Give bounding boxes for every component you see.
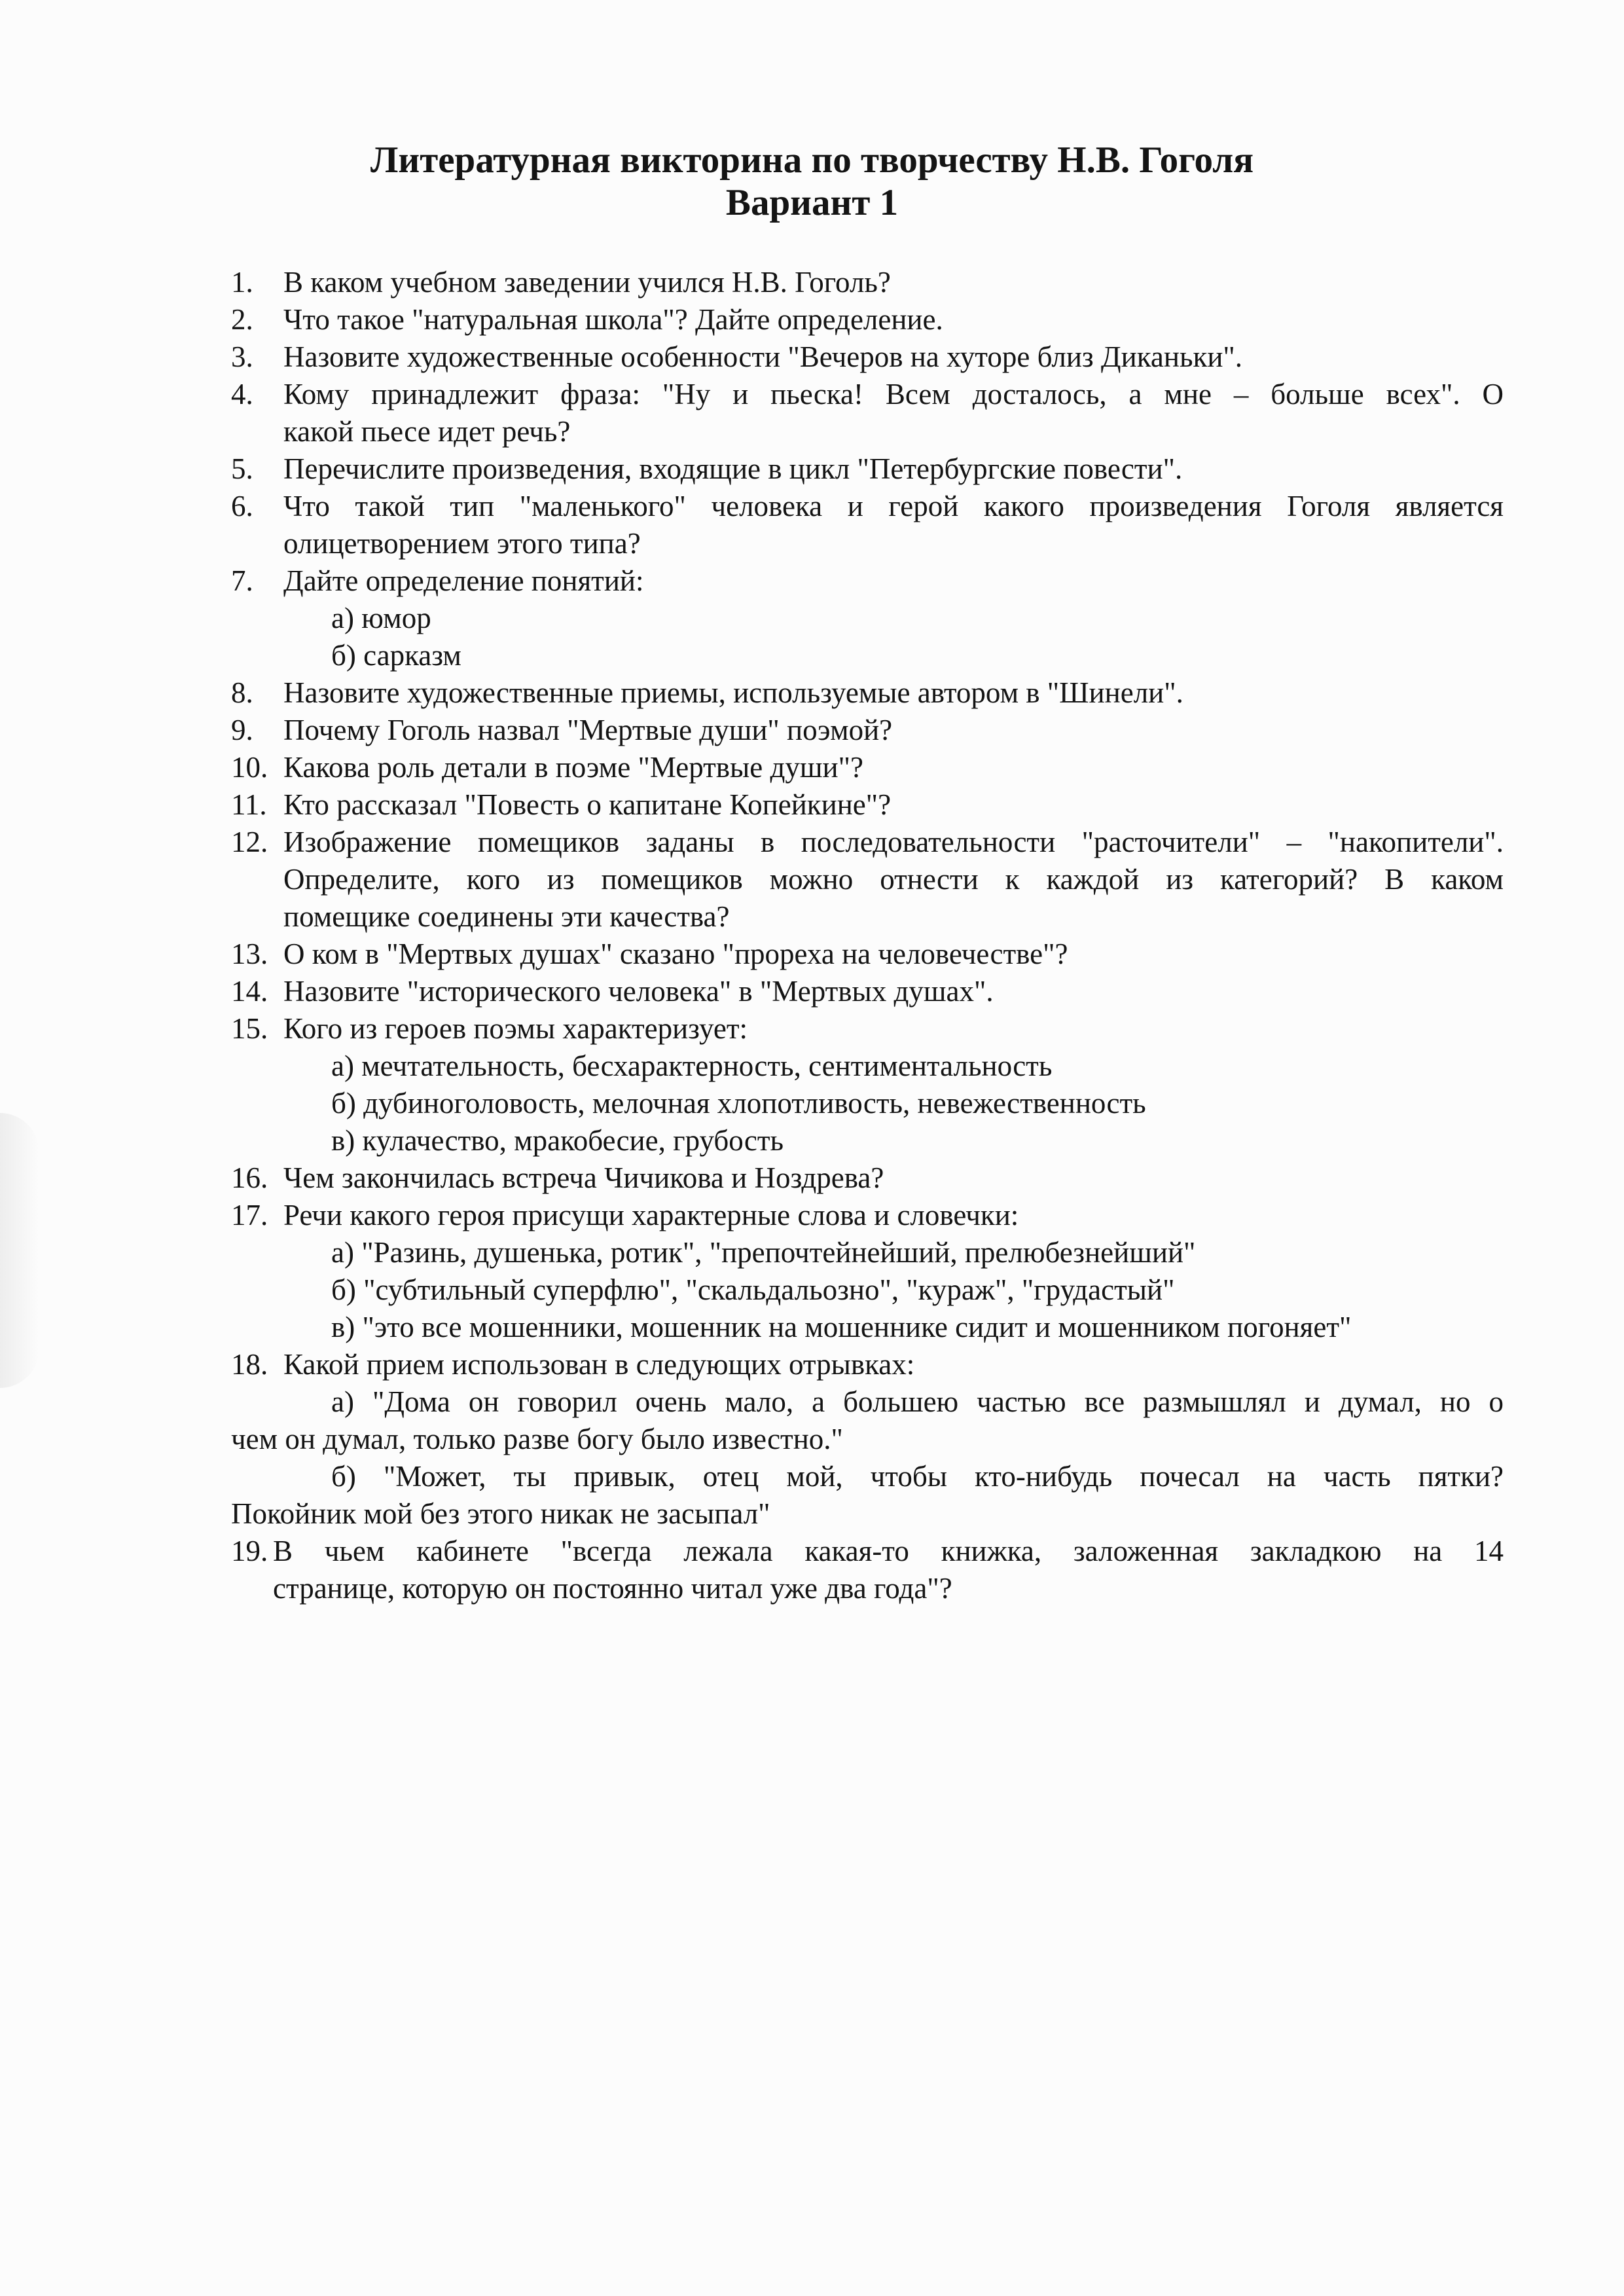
question-number: 11. — [231, 788, 267, 821]
question-number: 3. — [231, 340, 253, 373]
question-text: Речи какого героя присущи характерные слова и словечки: — [283, 1199, 1019, 1231]
question-text: Изображение помещиков заданы в последовательности "расточители" – "накопители". — [283, 826, 1504, 858]
question-number: 18. — [231, 1348, 268, 1381]
scan-shadow — [0, 1113, 39, 1388]
question-text: Что такой тип "маленького" человека и герой какого произведения Гоголя является — [283, 490, 1504, 522]
answer-option: б) сарказм — [331, 639, 461, 672]
question-text: В каком учебном заведении учился Н.В. Гоголь? — [283, 266, 891, 299]
question-text: Какой прием использован в следующих отрывках: — [283, 1348, 915, 1381]
question-text: Какова роль детали в поэме "Мертвые души"? — [283, 751, 863, 784]
answer-option: а) мечтательность, бесхарактерность, сентиментальность — [331, 1049, 1053, 1082]
quote-text: Покойник мой без этого никак не засыпал" — [231, 1497, 770, 1530]
question-text: Кто рассказал "Повесть о капитане Копейкине"? — [283, 788, 892, 821]
question-text: Дайте определение понятий: — [283, 564, 644, 597]
page-title: Литературная викторина по творчеству Н.В. Гоголя — [370, 139, 1254, 181]
question-number: 14. — [231, 975, 268, 1008]
question-text: помещике соединены эти качества? — [283, 900, 730, 933]
question-text: Что такое "натуральная школа"? Дайте определение. — [283, 303, 943, 336]
question-text: Почему Гоголь назвал "Мертвые души" поэмой? — [283, 714, 893, 746]
question-text: странице, которую он постоянно читал уже два года"? — [273, 1572, 952, 1605]
answer-option: а) "Разинь, душенька, ротик", "препочтейнейший, прелюбезнейший" — [331, 1236, 1196, 1269]
question-number: 16. — [231, 1161, 268, 1194]
question-number: 10. — [231, 751, 268, 784]
question-number: 5. — [231, 452, 253, 485]
question-text: Кого из героев поэмы характеризует: — [283, 1012, 748, 1045]
question-text: О ком в "Мертвых душах" сказано "прореха на человечестве"? — [283, 938, 1068, 970]
quote-text: чем он думал, только разве богу было известно." — [231, 1423, 843, 1455]
question-number: 1. — [231, 266, 253, 299]
question-number: 19. — [231, 1535, 268, 1567]
question-text: Перечислите произведения, входящие в цикл "Петербургские повести". — [283, 452, 1183, 485]
answer-option: а) юмор — [331, 602, 431, 634]
answer-option: б) "субтильный суперфлю", "скальдальозно", "кураж", "грудастый" — [331, 1273, 1175, 1306]
question-number: 4. — [231, 378, 253, 410]
answer-option: в) кулачество, мракобесие, грубость — [331, 1124, 784, 1157]
quote-text: б) "Может, ты привык, отец мой, чтобы кто-нибудь почесал на часть пятки? — [331, 1460, 1504, 1493]
question-text: какой пьесе идет речь? — [283, 415, 571, 448]
question-number: 15. — [231, 1012, 268, 1045]
question-number: 8. — [231, 676, 253, 709]
question-number: 13. — [231, 938, 268, 970]
answer-option: в) "это все мошенники, мошенник на мошеннике сидит и мошенником погоняет" — [331, 1311, 1352, 1343]
question-number: 12. — [231, 826, 268, 858]
variant-subtitle: Вариант 1 — [725, 182, 899, 223]
question-number: 7. — [231, 564, 253, 597]
question-text: олицетворением этого типа? — [283, 527, 641, 560]
question-text: Назовите "исторического человека" в "Мертвых душах". — [283, 975, 994, 1008]
question-text: Назовите художественные особенности "Вечеров на хуторе близ Диканьки". — [283, 340, 1243, 373]
question-text: В чьем кабинете "всегда лежала какая-то книжка, заложенная закладкою на 14 — [273, 1535, 1504, 1567]
question-text: Кому принадлежит фраза: "Ну и пьеска! Всем досталось, а мне – больше всех". О — [283, 378, 1504, 410]
answer-option: б) дубиноголовость, мелочная хлопотливость, невежественность — [331, 1087, 1146, 1120]
question-number: 6. — [231, 490, 253, 522]
question-number: 9. — [231, 714, 253, 746]
question-text: Чем закончилась встреча Чичикова и Ноздрева? — [283, 1161, 884, 1194]
question-text: Назовите художественные приемы, используемые автором в "Шинели". — [283, 676, 1183, 709]
question-text: Определите, кого из помещиков можно отнести к каждой из категорий? В каком — [283, 863, 1504, 896]
question-number: 17. — [231, 1199, 268, 1231]
question-number: 2. — [231, 303, 253, 336]
quote-text: а) "Дома он говорил очень мало, а большею частью все размышлял и думал, но о — [331, 1385, 1504, 1418]
